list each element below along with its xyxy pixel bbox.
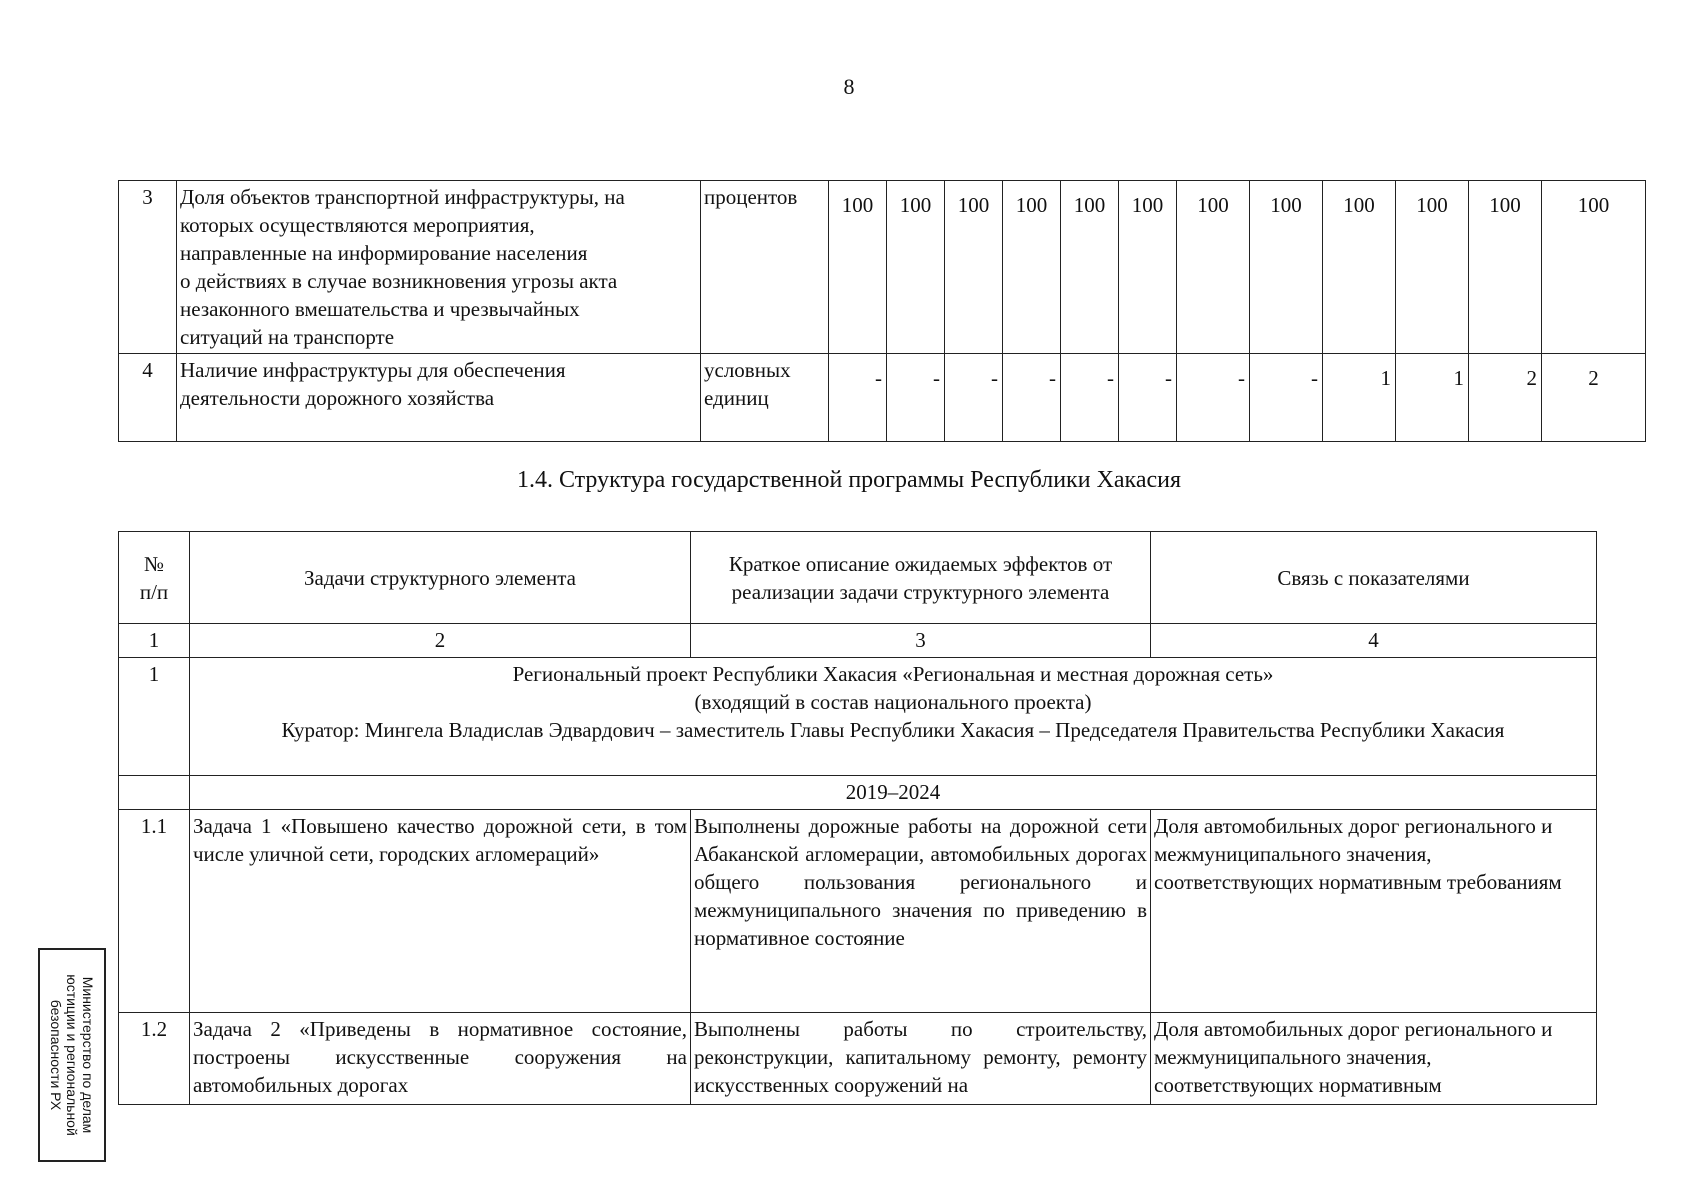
- indicator-name-line: направленные на информирование населения: [180, 241, 588, 265]
- indicator-value: 100: [1061, 181, 1119, 354]
- indicator-number: 3: [119, 181, 177, 354]
- task-row: [119, 810, 1597, 1013]
- project-title: Региональный проект Республики Хакасия «Региональная и местная дорожная сеть»: [512, 662, 1274, 686]
- column-number: 4: [1151, 624, 1597, 658]
- stamp-line: безопасности РХ: [48, 999, 64, 1111]
- header-effects: Краткое описание ожидаемых эффектов от реализации задачи структурного элемента: [691, 532, 1151, 624]
- stamp-line: юстиции и региональной: [64, 974, 80, 1136]
- indicator-value: 100: [1323, 181, 1396, 354]
- indicator-value: 100: [945, 181, 1003, 354]
- indicator-value: 100: [829, 181, 887, 354]
- indicator-name-line: деятельности дорожного хозяйства: [180, 386, 495, 410]
- indicator-value: -: [1061, 354, 1119, 442]
- indicator-value: 2: [1542, 354, 1646, 442]
- task-effect: Выполнены дорожные работы на дорожной сети Абаканской агломерации, автомобильных дорогах общего пользования регионального и межмуниципального значения по приведению в нормативное состояние: [691, 810, 1151, 1013]
- task-row: [119, 1013, 1597, 1105]
- project-note: (входящий в состав национального проекта): [694, 690, 1092, 714]
- indicator-value: 1: [1396, 354, 1469, 442]
- indicator-value: 100: [1250, 181, 1323, 354]
- indicator-name-line: незаконного вмешательства и чрезвычайных: [180, 297, 580, 321]
- header-number-line: №: [143, 551, 165, 576]
- stamp-line: Министерство по делам: [80, 976, 96, 1134]
- header-number-line: п/п: [139, 579, 169, 604]
- stamp-text: [48, 950, 96, 1160]
- indicator-value: 2: [1469, 354, 1542, 442]
- period: 2019–2024: [190, 776, 1597, 810]
- indicator-value: -: [829, 354, 887, 442]
- header-link: Связь с показателями: [1151, 532, 1597, 624]
- indicator-name: [177, 181, 701, 354]
- project-description: [190, 658, 1597, 776]
- period-empty-cell: [119, 776, 190, 810]
- indicator-name-line: которых осуществляются мероприятия,: [180, 213, 535, 237]
- indicator-value: 100: [1177, 181, 1250, 354]
- indicator-value: 100: [1542, 181, 1646, 354]
- indicator-unit: [701, 354, 829, 442]
- project-row: [119, 658, 1597, 776]
- indicator-number: 4: [119, 354, 177, 442]
- project-number: 1: [119, 658, 190, 776]
- column-number: 3: [691, 624, 1151, 658]
- indicator-name-line: о действиях в случае возникновения угрозы акта: [180, 269, 618, 293]
- indicator-value: -: [1250, 354, 1323, 442]
- task-description: Задача 2 «Приведены в нормативное состояние, построены искусственные сооружения на автомобильных дорогах: [190, 1013, 691, 1105]
- task-description: Задача 1 «Повышено качество дорожной сети, в том числе уличной сети, городских агломераций»: [190, 810, 691, 1013]
- indicator-row: [119, 181, 1646, 354]
- indicator-name-line: ситуаций на транспорте: [180, 325, 395, 349]
- indicator-value: 100: [1119, 181, 1177, 354]
- indicator-value: 100: [1469, 181, 1542, 354]
- header-row: [119, 532, 1597, 624]
- indicator-unit: процентов: [701, 181, 829, 354]
- column-number: 1: [119, 624, 190, 658]
- indicator-row: [119, 354, 1646, 442]
- indicator-value: -: [1177, 354, 1250, 442]
- indicator-name-line: Доля объектов транспортной инфраструктуры, на: [180, 185, 625, 209]
- indicator-value: -: [1003, 354, 1061, 442]
- indicator-value: 1: [1323, 354, 1396, 442]
- indicator-value: -: [1119, 354, 1177, 442]
- indicator-unit-line: условных: [704, 358, 791, 382]
- indicator-unit-line: единиц: [704, 386, 769, 410]
- project-curator: Куратор: Мингела Владислав Эдвардович – заместитель Главы Республики Хакасия – Председателя Правительства Республики Хакасия: [281, 718, 1505, 742]
- header-tasks: Задачи структурного элемента: [190, 532, 691, 624]
- indicator-value: 100: [1003, 181, 1061, 354]
- indicator-value: -: [887, 354, 945, 442]
- task-number: 1.2: [119, 1013, 190, 1105]
- page-number: 8: [843, 74, 855, 99]
- column-number: 2: [190, 624, 691, 658]
- indicators-table: [118, 180, 1646, 442]
- indicator-name: [177, 354, 701, 442]
- structure-table: [118, 531, 1597, 1105]
- indicator-value: 100: [887, 181, 945, 354]
- indicator-name-line: Наличие инфраструктуры для обеспечения: [180, 358, 566, 382]
- indicator-value: 100: [1396, 181, 1469, 354]
- task-indicator-link: Доля автомобильных дорог регионального и межмуниципального значения, соответствующих нормативным: [1151, 1013, 1597, 1105]
- ministry-stamp: [38, 948, 106, 1162]
- period-row: [119, 776, 1597, 810]
- task-number: 1.1: [119, 810, 190, 1013]
- task-effect: Выполнены работы по строительству, реконструкции, капитальному ремонту, ремонту искусственных сооружений на: [691, 1013, 1151, 1105]
- section-heading: 1.4. Структура государственной программы Республики Хакасия: [516, 467, 1182, 493]
- task-indicator-link: Доля автомобильных дорог регионального и межмуниципального значения, соответствующих нормативным требованиям: [1151, 810, 1597, 1013]
- column-numbers-row: [119, 624, 1597, 658]
- header-number: [119, 532, 190, 624]
- indicator-value: -: [945, 354, 1003, 442]
